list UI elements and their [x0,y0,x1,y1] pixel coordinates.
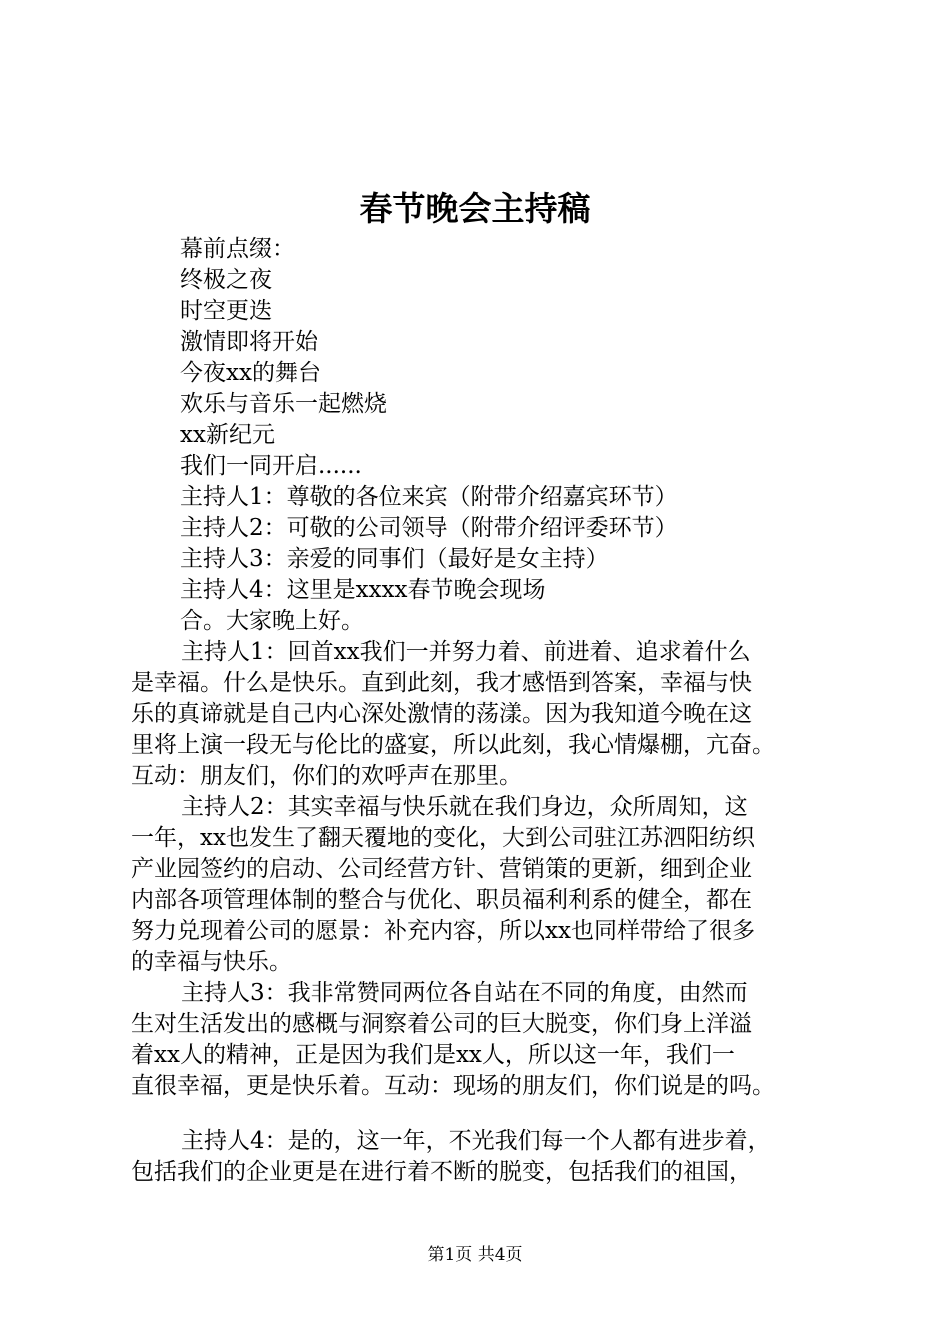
paragraph-line: 的幸福与快乐。 [131,949,292,975]
intro-line: 今夜xx的舞台 [180,360,321,386]
paragraph-line: 直很幸福，更是快乐着。互动：现场的朋友们，你们说是的吗。 [131,1073,775,1099]
paragraph-line: 里将上演一段无与伦比的盛宴，所以此刻，我心情爆棚，亢奋。 [131,732,775,758]
intro-line: xx新纪元 [180,422,275,448]
paragraph-host-2 [131,792,856,978]
intro-line: 时空更迭 [180,298,272,324]
paragraph-host-4 [131,1126,856,1188]
paragraph-line: 产业园签约的启动、公司经营方针、营销策的更新，细到企业 [131,856,752,882]
intro-line: 主持人3：亲爱的同事们（最好是女主持） [180,546,609,572]
paragraph-line: 着xx人的精神，正是因为我们是xx人，所以这一年，我们一 [131,1042,735,1068]
intro-line: 主持人2：可敬的公司领导（附带介绍评委环节） [180,515,678,541]
paragraph-line: 包括我们的企业更是在进行着不断的脱变，包括我们的祖国， [131,1159,752,1185]
intro-line: 主持人4：这里是xxxx春节晚会现场 [180,577,546,603]
paragraph-line: 主持人4：是的，这一年，不光我们每一个人都有进步着， [181,1128,771,1154]
paragraph-line: 主持人2：其实幸福与快乐就在我们身边，众所周知，这 [181,794,748,820]
intro-line: 终极之夜 [180,267,272,293]
intro-line: 我们一同开启...... [180,453,362,479]
paragraph-line: 主持人3：我非常赞同两位各自站在不同的角度，由然而 [181,980,748,1006]
intro-line: 激情即将开始 [180,329,318,355]
paragraph-line: 主持人1：回首xx我们一并努力着、前进着、追求着什么 [181,639,751,665]
paragraph-host-1 [131,637,856,792]
paragraph-line: 内部各项管理体制的整合与优化、职员福利利系的健全，都在 [131,887,752,913]
paragraph-line: 乐的真谛就是自己内心深处激情的荡漾。因为我知道今晚在这 [131,701,752,727]
paragraph-line: 生对生活发出的感概与洞察着公司的巨大脱变，你们身上洋溢 [131,1011,752,1037]
paragraph-line: 努力兑现着公司的愿景：补充内容，所以xx也同样带给了很多 [131,918,755,944]
intro-line: 欢乐与音乐一起燃烧 [180,391,387,417]
intro-line: 合。大家晚上好。 [180,608,364,634]
page-title: 春节晚会主持稿 [359,189,591,228]
intro-line: 主持人1：尊敬的各位来宾（附带介绍嘉宾环节） [180,484,678,510]
page-footer: 第1页 共4页 [427,1245,523,1265]
paragraph-line: 互动：朋友们，你们的欢呼声在那里。 [131,763,522,789]
paragraph-line: 是幸福。什么是快乐。直到此刻，我才感悟到答案，幸福与快 [131,670,752,696]
intro-line: 幕前点缀： [180,236,295,262]
paragraph-host-3 [131,978,856,1102]
paragraph-line: 一年，xx也发生了翻天覆地的变化，大到公司驻江苏泗阳纺织 [131,825,755,851]
